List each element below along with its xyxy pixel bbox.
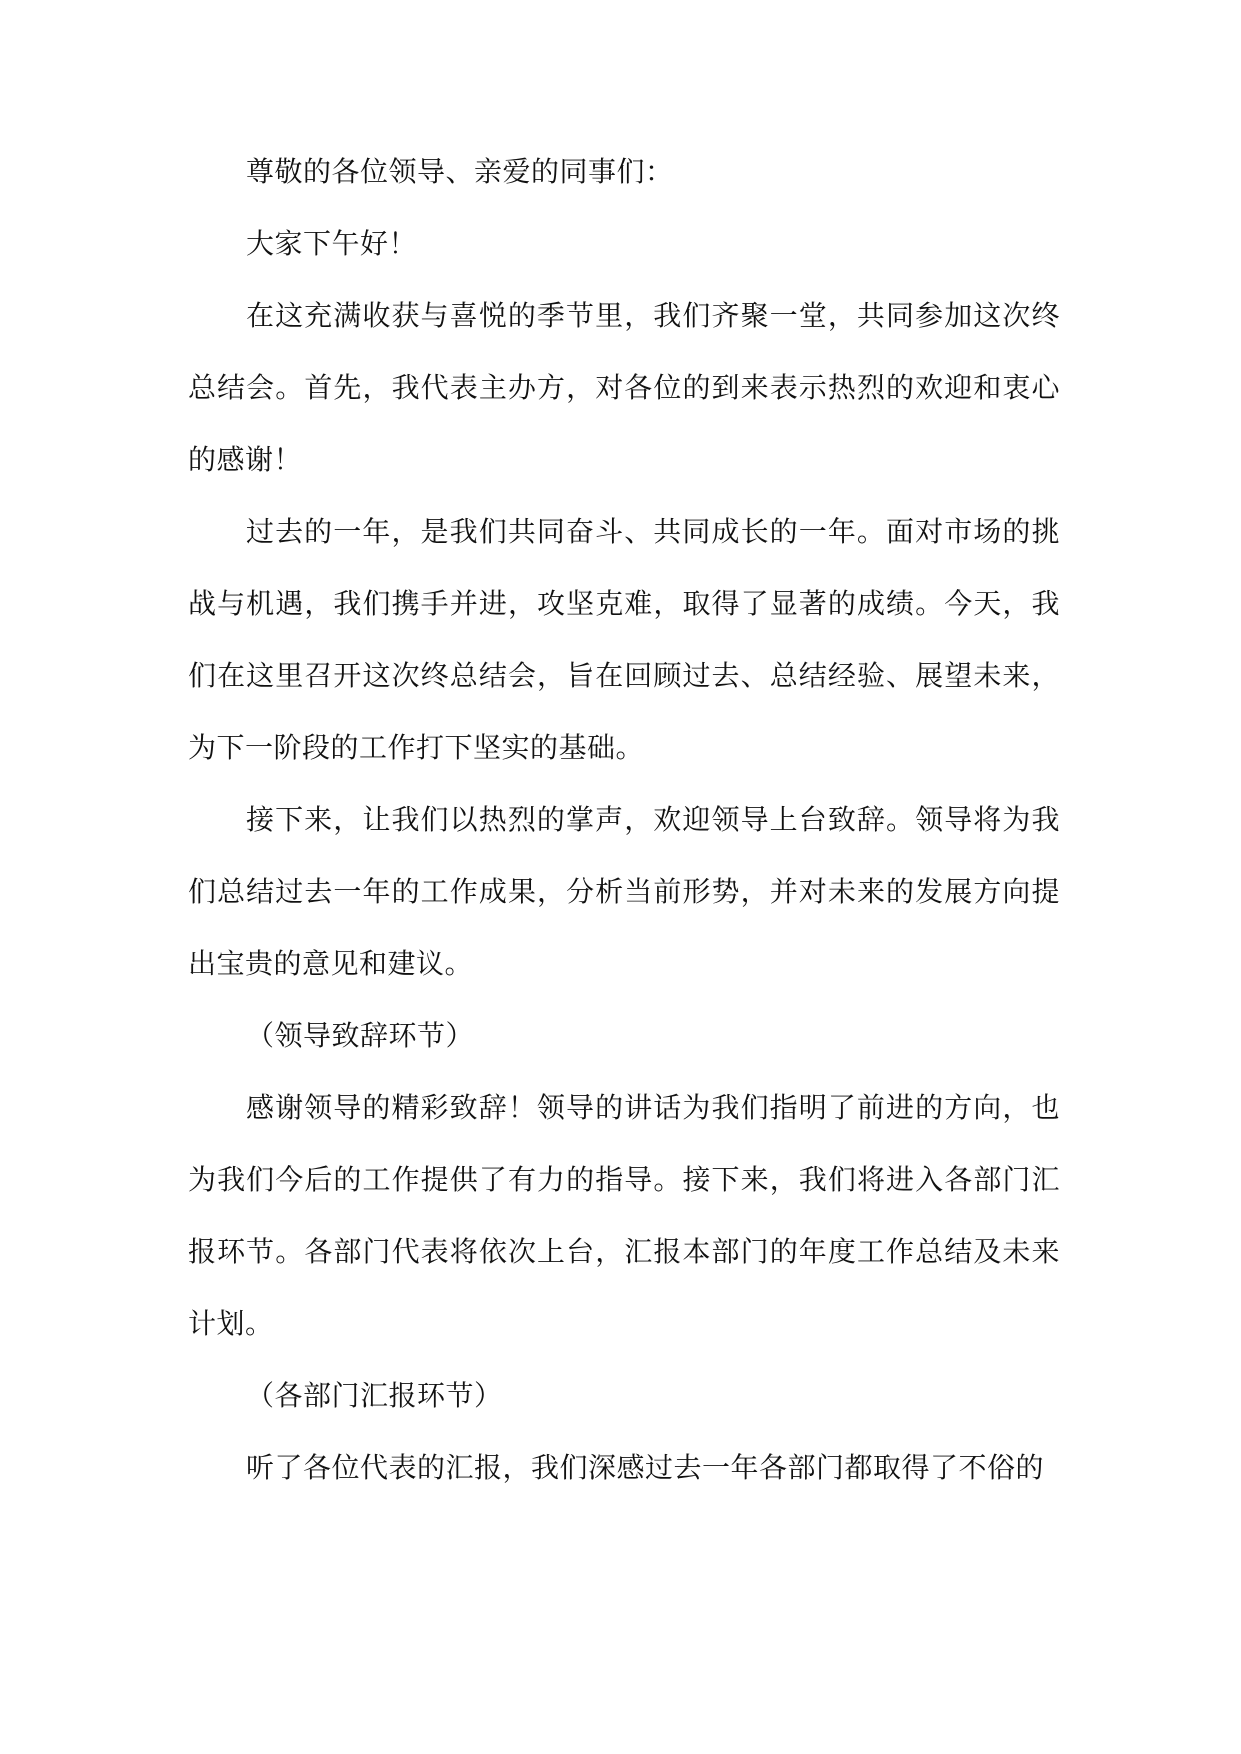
paragraph-welcome: 在这充满收获与喜悦的季节里，我们齐聚一堂，共同参加这次终总结会。首先，我代表主办方，对各位的到来表示热烈的欢迎和衷心的感谢！ (188, 299, 1060, 476)
salutation: 尊敬的各位领导、亲爱的同事们： (246, 155, 674, 188)
body-text (188, 136, 1060, 1504)
paragraph-review: 过去的一年，是我们共同奋斗、共同成长的一年。面对市场的挑战与机遇，我们携手并进，攻坚克难，取得了显著的成绩。今天，我们在这里召开这次终总结会，旨在回顾过去、总结经验、展望未来，为下一阶段的工作打下坚实的基础。 (188, 515, 1060, 764)
greeting: 大家下午好！ (246, 227, 418, 260)
paragraph-thanks-leader: 感谢领导的精彩致辞！领导的讲话为我们指明了前进的方向，也为我们今后的工作提供了有力的指导。接下来，我们将进入各部门汇报环节。各部门代表将依次上台，汇报本部门的年度工作总结及未来计划。 (188, 1091, 1060, 1340)
stage-direction-department-reports: （各部门汇报环节） (246, 1379, 503, 1412)
stage-direction-leader-speech: （领导致辞环节） (246, 1019, 475, 1052)
paragraph-after-reports: 听了各位代表的汇报，我们深感过去一年各部门都取得了不俗的 (246, 1451, 1045, 1484)
paragraph-leader-intro: 接下来，让我们以热烈的掌声，欢迎领导上台致辞。领导将为我们总结过去一年的工作成果，分析当前形势，并对未来的发展方向提出宝贵的意见和建议。 (188, 803, 1060, 980)
